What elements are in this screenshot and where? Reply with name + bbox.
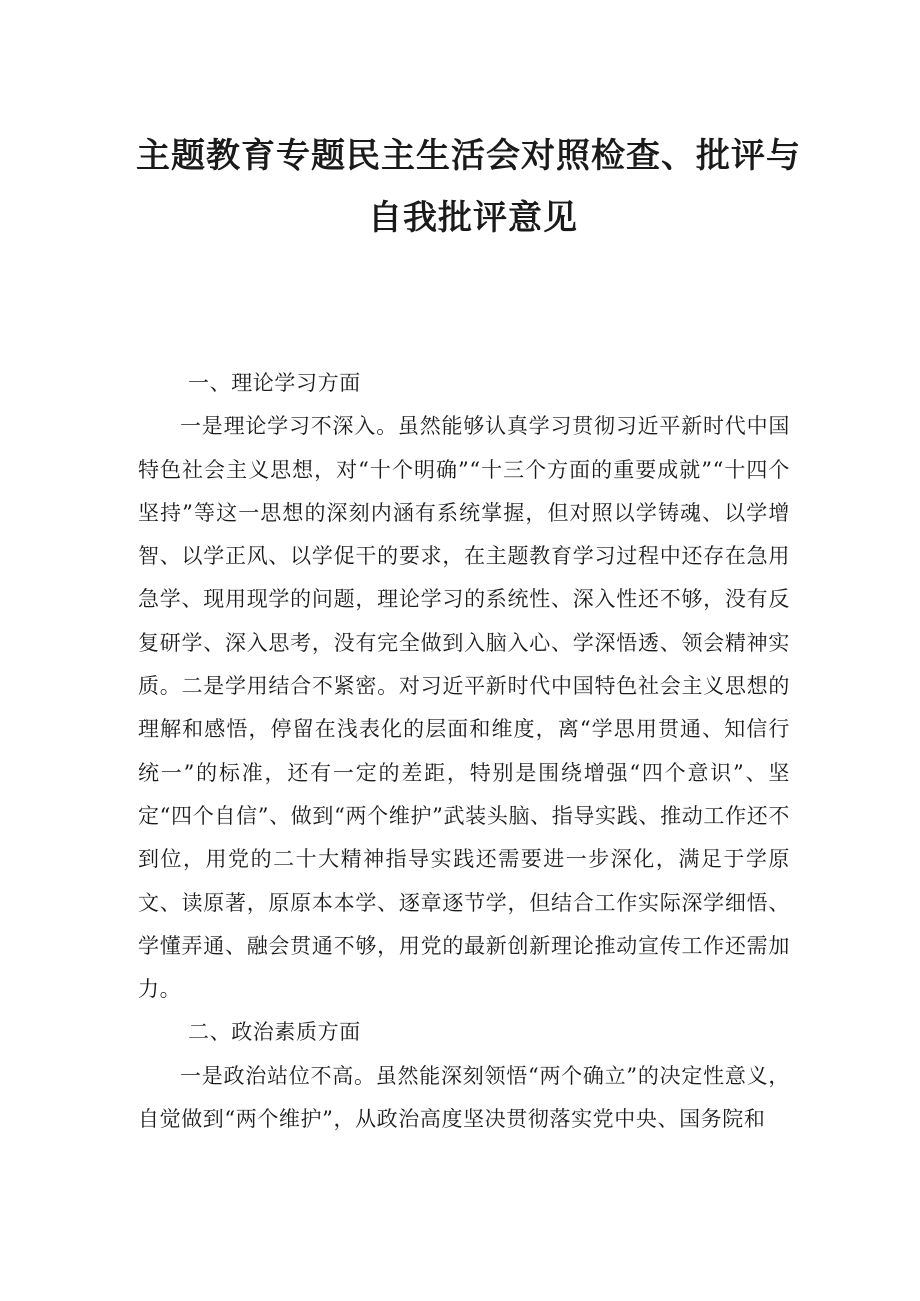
section-paragraph-theory: 一是理论学习不深入。虽然能够认真学习贯彻习近平新时代中国特色社会主义思想，对“十个明确”“十三个方面的重要成就”“十四个坚持”等这一思想的深刻内涵有系统掌握，但对照以学铸魂、以学增智、以学正风、以学促干的要求，在主题教育学习过程中还存在急用急学、现用现学的问题，理论学习的系统性、深入性还不够，没有反复研学、深入思考，没有完全做到入脑入心、学深悟透、领会精神实质。二是学用结合不紧密。对习近平新时代中国特色社会主义思想的理解和感悟，停留在浅表化的层面和维度，离“学思用贯通、知信行统一”的标准，还有一定的差距，特别是围绕增强“四个意识”、坚定“四个自信”、做到“两个维护”武装头脑、指导实践、推动工作还不到位，用党的二十大精神指导实践还需要进一步深化，满足于学原文、读原著，原原本本学、逐章逐节学，但结合工作实际深学细悟、学懂弄通、融会贯通不够，用党的最新创新理论推动宣传工作还需加力。 <box>138 414 790 1002</box>
document-body <box>138 362 790 1141</box>
document-title-line-2: 自我批评意见 <box>368 198 578 238</box>
section-paragraph-politics: 一是政治站位不高。虽然能深刻领悟“两个确立”的决定性意义，自觉做到“两个维护”，从政治高度坚决贯彻落实党中央、国务院和 <box>138 1063 790 1132</box>
section-heading-politics: 二、政治素质方面 <box>188 1020 361 1045</box>
section-heading-theory: 一、理论学习方面 <box>188 371 361 395</box>
document-title-line-1: 主题教育专题民主生活会对照检查、批评与 <box>136 136 801 176</box>
